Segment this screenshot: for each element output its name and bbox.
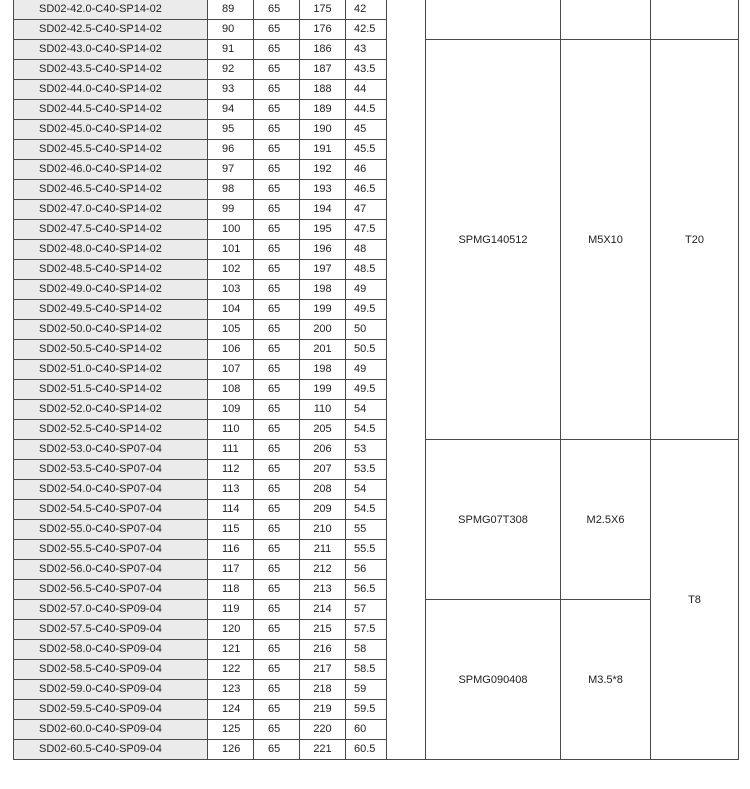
model-cell: SD02-48.0-C40-SP14-02: [14, 240, 208, 260]
model-cell: SD02-45.0-C40-SP14-02: [14, 120, 208, 140]
dim-l1-cell: 65: [254, 100, 300, 120]
dim-l2-cell: 196: [300, 240, 346, 260]
dim-l1-cell: 65: [254, 220, 300, 240]
table-row: [14, 60, 387, 80]
table-row: [14, 80, 387, 100]
model-cell: SD02-53.5-C40-SP07-04: [14, 460, 208, 480]
dim-d-cell: 110: [208, 420, 254, 440]
table-row: [14, 200, 387, 220]
dim-l2-cell: 215: [300, 620, 346, 640]
parts-row-top-continuation: [426, 0, 739, 40]
dim-d-cell: 104: [208, 300, 254, 320]
dim-d-cell: 97: [208, 160, 254, 180]
dim-l2-cell: 187: [300, 60, 346, 80]
dim-l2-cell: 212: [300, 560, 346, 580]
model-cell: SD02-51.5-C40-SP14-02: [14, 380, 208, 400]
model-cell: SD02-49.0-C40-SP14-02: [14, 280, 208, 300]
dim-l1-cell: 65: [254, 480, 300, 500]
dim-l1-cell: 65: [254, 580, 300, 600]
dim-l1-cell: 65: [254, 380, 300, 400]
dim-l2-cell: 214: [300, 600, 346, 620]
dim-l1-cell: 65: [254, 660, 300, 680]
dim-d-cell: 91: [208, 40, 254, 60]
table-row: [14, 320, 387, 340]
dim-r-cell: 43: [346, 40, 387, 60]
dim-r-cell: 42.5: [346, 20, 387, 40]
dim-l2-cell: 210: [300, 520, 346, 540]
dim-r-cell: 46: [346, 160, 387, 180]
dim-d-cell: 109: [208, 400, 254, 420]
dim-l2-cell: 199: [300, 380, 346, 400]
dim-d-cell: 94: [208, 100, 254, 120]
dim-l2-cell: 189: [300, 100, 346, 120]
dim-d-cell: 117: [208, 560, 254, 580]
table-row: [14, 0, 387, 20]
dim-l2-cell: 200: [300, 320, 346, 340]
dim-r-cell: 48.5: [346, 260, 387, 280]
parts-row-group1: [426, 40, 739, 440]
dim-d-cell: 116: [208, 540, 254, 560]
model-cell: SD02-42.0-C40-SP14-02: [14, 0, 208, 20]
dim-d-cell: 126: [208, 740, 254, 760]
dim-l1-cell: 65: [254, 200, 300, 220]
dim-l1-cell: 65: [254, 60, 300, 80]
table-row: [14, 520, 387, 540]
model-cell: SD02-49.5-C40-SP14-02: [14, 300, 208, 320]
dim-l1-cell: 65: [254, 260, 300, 280]
dim-l2-cell: 194: [300, 200, 346, 220]
dim-r-cell: 44: [346, 80, 387, 100]
dim-l1-cell: 65: [254, 540, 300, 560]
dim-l1-cell: 65: [254, 600, 300, 620]
dim-r-cell: 58: [346, 640, 387, 660]
table-row: [14, 700, 387, 720]
dim-r-cell: 49: [346, 360, 387, 380]
dim-l1-cell: 65: [254, 620, 300, 640]
table-row: [14, 260, 387, 280]
dim-l2-cell: 221: [300, 740, 346, 760]
table-row: [14, 660, 387, 680]
dim-l1-cell: 65: [254, 720, 300, 740]
model-cell: SD02-46.5-C40-SP14-02: [14, 180, 208, 200]
dim-r-cell: 49.5: [346, 380, 387, 400]
table-row: [14, 480, 387, 500]
model-cell: SD02-57.0-C40-SP09-04: [14, 600, 208, 620]
dim-d-cell: 114: [208, 500, 254, 520]
model-cell: SD02-54.5-C40-SP07-04: [14, 500, 208, 520]
table-row: [14, 740, 387, 760]
wrench-key-cell: T20: [651, 40, 739, 440]
wrench-key-cell: T8: [651, 440, 739, 760]
dim-r-cell: 54.5: [346, 500, 387, 520]
dim-l1-cell: 65: [254, 320, 300, 340]
dim-r-cell: 50: [346, 320, 387, 340]
parts-table-body: [426, 0, 739, 760]
model-cell: SD02-42.5-C40-SP14-02: [14, 20, 208, 40]
model-cell: SD02-44.5-C40-SP14-02: [14, 100, 208, 120]
dim-l1-cell: 65: [254, 680, 300, 700]
dim-l2-cell: 201: [300, 340, 346, 360]
table-row: [14, 20, 387, 40]
dim-d-cell: 103: [208, 280, 254, 300]
model-cell: SD02-54.0-C40-SP07-04: [14, 480, 208, 500]
dim-l1-cell: 65: [254, 180, 300, 200]
dim-l2-cell: 207: [300, 460, 346, 480]
dim-d-cell: 125: [208, 720, 254, 740]
dim-l1-cell: 65: [254, 560, 300, 580]
table-row: [14, 120, 387, 140]
model-cell: SD02-47.5-C40-SP14-02: [14, 220, 208, 240]
model-cell: SD02-55.5-C40-SP07-04: [14, 540, 208, 560]
dim-l1-cell: 65: [254, 460, 300, 480]
dim-d-cell: 124: [208, 700, 254, 720]
table-row: [14, 220, 387, 240]
dim-r-cell: 57.5: [346, 620, 387, 640]
table-row: [14, 180, 387, 200]
dim-d-cell: 90: [208, 20, 254, 40]
table-row: [14, 420, 387, 440]
table-row: [14, 600, 387, 620]
insert-model-cell: SPMG140512: [426, 40, 561, 440]
screw-cell-continued: [561, 0, 651, 40]
table-row: [14, 40, 387, 60]
dim-l2-cell: 176: [300, 20, 346, 40]
dim-r-cell: 50.5: [346, 340, 387, 360]
dim-r-cell: 49.5: [346, 300, 387, 320]
model-cell: SD02-50.5-C40-SP14-02: [14, 340, 208, 360]
table-row: [14, 500, 387, 520]
model-cell: SD02-59.5-C40-SP09-04: [14, 700, 208, 720]
dim-d-cell: 99: [208, 200, 254, 220]
model-cell: SD02-51.0-C40-SP14-02: [14, 360, 208, 380]
screw-spec-cell: M5X10: [561, 40, 651, 440]
dim-r-cell: 60: [346, 720, 387, 740]
insert-cell-continued: [426, 0, 561, 40]
table-row: [14, 440, 387, 460]
model-cell: SD02-52.0-C40-SP14-02: [14, 400, 208, 420]
dim-r-cell: 42: [346, 0, 387, 20]
spec-table-body: [14, 0, 387, 760]
dim-l2-cell: 219: [300, 700, 346, 720]
dim-r-cell: 49: [346, 280, 387, 300]
dim-r-cell: 56: [346, 560, 387, 580]
parts-row-group2: [426, 440, 739, 600]
table-row: [14, 280, 387, 300]
screw-spec-cell: M3.5*8: [561, 600, 651, 760]
dim-l1-cell: 65: [254, 400, 300, 420]
table-row: [14, 680, 387, 700]
dim-r-cell: 48: [346, 240, 387, 260]
dim-r-cell: 54: [346, 480, 387, 500]
dim-l2-cell: 188: [300, 80, 346, 100]
model-cell: SD02-59.0-C40-SP09-04: [14, 680, 208, 700]
model-cell: SD02-46.0-C40-SP14-02: [14, 160, 208, 180]
model-cell: SD02-56.0-C40-SP07-04: [14, 560, 208, 580]
dim-d-cell: 101: [208, 240, 254, 260]
dim-l2-cell: 186: [300, 40, 346, 60]
dim-d-cell: 111: [208, 440, 254, 460]
table-row: [14, 360, 387, 380]
dim-l1-cell: 65: [254, 20, 300, 40]
dim-d-cell: 108: [208, 380, 254, 400]
dim-d-cell: 120: [208, 620, 254, 640]
dim-d-cell: 92: [208, 60, 254, 80]
dim-r-cell: 43.5: [346, 60, 387, 80]
model-cell: SD02-56.5-C40-SP07-04: [14, 580, 208, 600]
spec-table: [13, 0, 387, 760]
dim-d-cell: 121: [208, 640, 254, 660]
dim-d-cell: 102: [208, 260, 254, 280]
dim-d-cell: 93: [208, 80, 254, 100]
table-row: [14, 340, 387, 360]
dim-l1-cell: 65: [254, 240, 300, 260]
dim-l2-cell: 209: [300, 500, 346, 520]
table-row: [14, 720, 387, 740]
table-row: [14, 300, 387, 320]
dim-d-cell: 122: [208, 660, 254, 680]
dim-r-cell: 45.5: [346, 140, 387, 160]
dim-r-cell: 47.5: [346, 220, 387, 240]
model-cell: SD02-60.5-C40-SP09-04: [14, 740, 208, 760]
dim-d-cell: 123: [208, 680, 254, 700]
insert-model-cell: SPMG07T308: [426, 440, 561, 600]
table-row: [14, 380, 387, 400]
table-row: [14, 640, 387, 660]
dim-d-cell: 118: [208, 580, 254, 600]
dim-l1-cell: 65: [254, 0, 300, 20]
insert-model-cell: SPMG090408: [426, 600, 561, 760]
dim-l2-cell: 218: [300, 680, 346, 700]
dim-l2-cell: 213: [300, 580, 346, 600]
dim-r-cell: 53: [346, 440, 387, 460]
table-row: [14, 240, 387, 260]
screw-spec-cell: M2.5X6: [561, 440, 651, 600]
model-cell: SD02-52.5-C40-SP14-02: [14, 420, 208, 440]
model-cell: SD02-43.0-C40-SP14-02: [14, 40, 208, 60]
dim-l1-cell: 65: [254, 80, 300, 100]
dim-l2-cell: 192: [300, 160, 346, 180]
dim-l1-cell: 65: [254, 640, 300, 660]
dim-l2-cell: 211: [300, 540, 346, 560]
dim-d-cell: 95: [208, 120, 254, 140]
dim-d-cell: 100: [208, 220, 254, 240]
dim-l2-cell: 199: [300, 300, 346, 320]
dim-r-cell: 60.5: [346, 740, 387, 760]
model-cell: SD02-58.5-C40-SP09-04: [14, 660, 208, 680]
dim-l1-cell: 65: [254, 500, 300, 520]
model-cell: SD02-58.0-C40-SP09-04: [14, 640, 208, 660]
dim-r-cell: 47: [346, 200, 387, 220]
dim-l1-cell: 65: [254, 440, 300, 460]
dim-d-cell: 98: [208, 180, 254, 200]
dim-r-cell: 53.5: [346, 460, 387, 480]
model-cell: SD02-47.0-C40-SP14-02: [14, 200, 208, 220]
dim-l1-cell: 65: [254, 340, 300, 360]
dim-d-cell: 113: [208, 480, 254, 500]
dim-l1-cell: 65: [254, 360, 300, 380]
dim-l2-cell: 110: [300, 400, 346, 420]
model-cell: SD02-57.5-C40-SP09-04: [14, 620, 208, 640]
dim-d-cell: 112: [208, 460, 254, 480]
dim-r-cell: 55.5: [346, 540, 387, 560]
model-cell: SD02-45.5-C40-SP14-02: [14, 140, 208, 160]
table-row: [14, 560, 387, 580]
dim-r-cell: 59.5: [346, 700, 387, 720]
dim-l2-cell: 190: [300, 120, 346, 140]
parts-table: [425, 0, 739, 760]
dim-l2-cell: 217: [300, 660, 346, 680]
dim-d-cell: 107: [208, 360, 254, 380]
dim-l1-cell: 65: [254, 120, 300, 140]
table-row: [14, 460, 387, 480]
dim-r-cell: 58.5: [346, 660, 387, 680]
dim-l1-cell: 65: [254, 700, 300, 720]
dim-l1-cell: 65: [254, 520, 300, 540]
table-row: [14, 100, 387, 120]
dim-l2-cell: 208: [300, 480, 346, 500]
table-row: [14, 620, 387, 640]
model-cell: SD02-60.0-C40-SP09-04: [14, 720, 208, 740]
dim-d-cell: 89: [208, 0, 254, 20]
dim-l1-cell: 65: [254, 740, 300, 760]
dim-l2-cell: 195: [300, 220, 346, 240]
dim-l1-cell: 65: [254, 40, 300, 60]
model-cell: SD02-44.0-C40-SP14-02: [14, 80, 208, 100]
table-row: [14, 140, 387, 160]
dim-l1-cell: 65: [254, 280, 300, 300]
dim-r-cell: 46.5: [346, 180, 387, 200]
dim-d-cell: 106: [208, 340, 254, 360]
dim-l2-cell: 206: [300, 440, 346, 460]
dim-l2-cell: 193: [300, 180, 346, 200]
table-row: [14, 400, 387, 420]
bottom-rule: [385, 759, 425, 760]
model-cell: SD02-55.0-C40-SP07-04: [14, 520, 208, 540]
key-cell-continued: [651, 0, 739, 40]
dim-l2-cell: 205: [300, 420, 346, 440]
dim-r-cell: 45: [346, 120, 387, 140]
dim-r-cell: 56.5: [346, 580, 387, 600]
dim-d-cell: 96: [208, 140, 254, 160]
model-cell: SD02-50.0-C40-SP14-02: [14, 320, 208, 340]
model-cell: SD02-48.5-C40-SP14-02: [14, 260, 208, 280]
dim-d-cell: 119: [208, 600, 254, 620]
dim-l2-cell: 175: [300, 0, 346, 20]
dim-r-cell: 57: [346, 600, 387, 620]
dim-d-cell: 105: [208, 320, 254, 340]
dim-l1-cell: 65: [254, 160, 300, 180]
dim-l1-cell: 65: [254, 140, 300, 160]
dim-r-cell: 55: [346, 520, 387, 540]
dim-l1-cell: 65: [254, 420, 300, 440]
dim-r-cell: 59: [346, 680, 387, 700]
dim-l2-cell: 198: [300, 280, 346, 300]
dim-d-cell: 115: [208, 520, 254, 540]
table-row: [14, 540, 387, 560]
table-row: [14, 580, 387, 600]
dim-l2-cell: 197: [300, 260, 346, 280]
model-cell: SD02-53.0-C40-SP07-04: [14, 440, 208, 460]
dim-r-cell: 44.5: [346, 100, 387, 120]
dim-l1-cell: 65: [254, 300, 300, 320]
dim-r-cell: 54.5: [346, 420, 387, 440]
dim-r-cell: 54: [346, 400, 387, 420]
model-cell: SD02-43.5-C40-SP14-02: [14, 60, 208, 80]
dim-l2-cell: 220: [300, 720, 346, 740]
dim-l2-cell: 191: [300, 140, 346, 160]
dim-l2-cell: 216: [300, 640, 346, 660]
dim-l2-cell: 198: [300, 360, 346, 380]
table-row: [14, 160, 387, 180]
